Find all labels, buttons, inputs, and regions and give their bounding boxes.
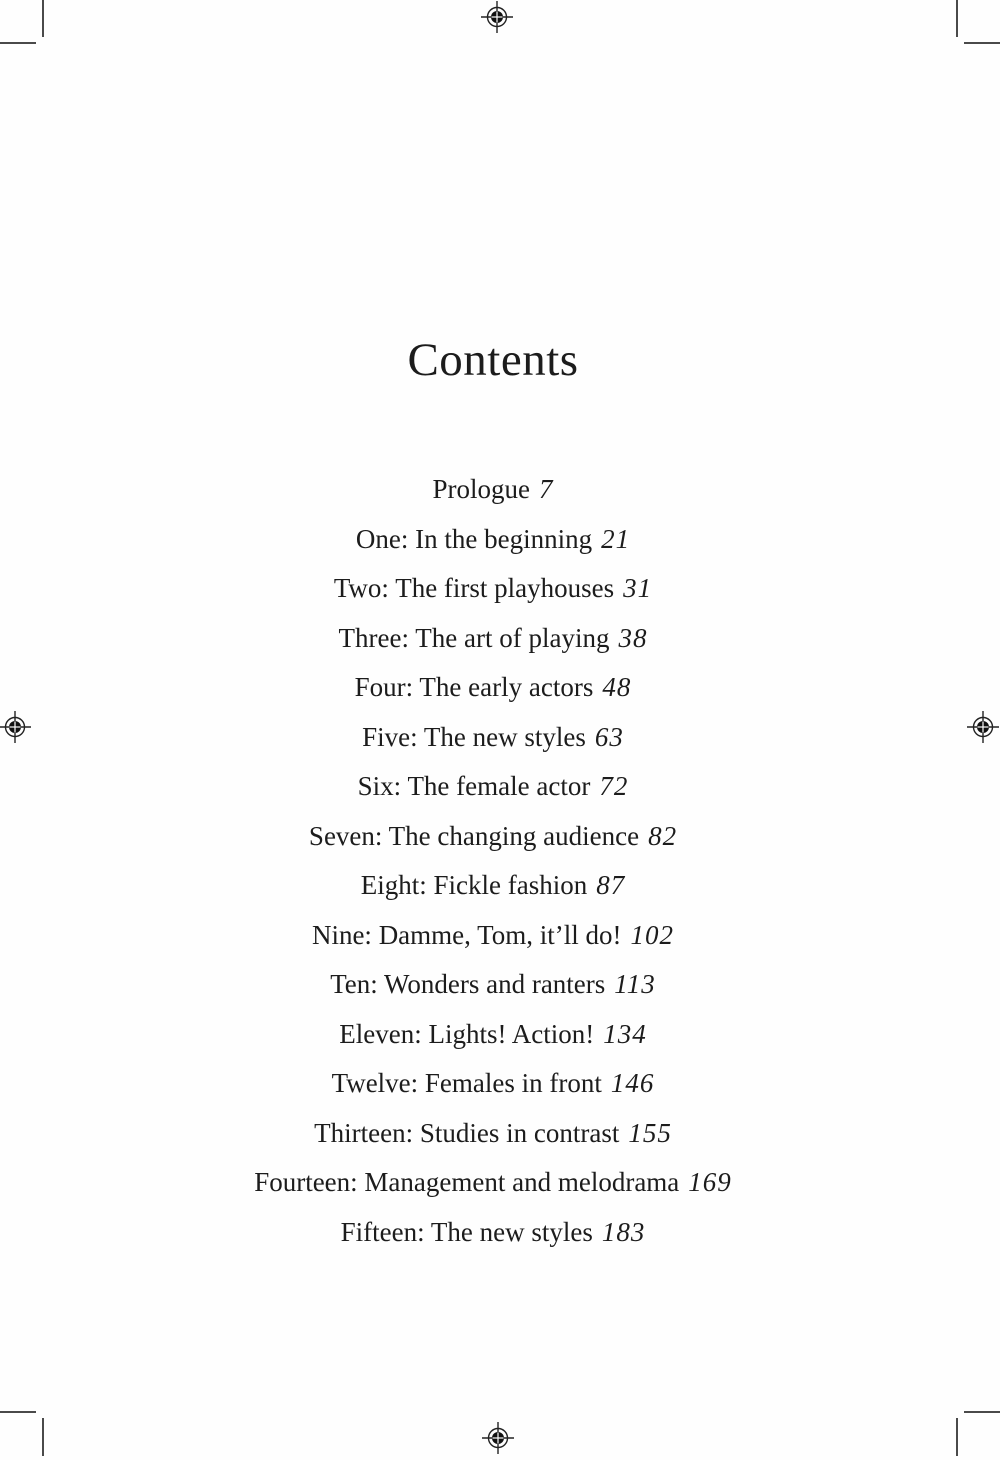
toc-entry-page: 21: [601, 523, 631, 554]
toc-entry-label: Fifteen: The new styles: [340, 1216, 593, 1247]
toc-entry-page: 155: [628, 1117, 672, 1148]
registration-mark-icon: [475, 0, 519, 39]
toc-entry-page: 38: [618, 622, 648, 653]
toc-entry-label: Eleven: Lights! Action!: [339, 1018, 595, 1049]
toc-entry-label: Nine: Damme, Tom, it’ll do!: [311, 919, 622, 950]
crop-mark-icon: [964, 42, 1000, 44]
crop-mark-icon: [956, 1418, 958, 1456]
toc-entry-label: Prologue: [432, 474, 530, 504]
toc-entry: [0, 564, 986, 614]
toc-entry-page: 146: [610, 1068, 655, 1098]
toc-entry: [0, 812, 986, 862]
toc-entry: [0, 1208, 986, 1258]
toc-entry: [0, 1158, 986, 1208]
toc-entry: [0, 762, 986, 812]
registration-mark-icon: [476, 1416, 520, 1460]
toc-entry: [0, 713, 986, 763]
crop-mark-icon: [0, 1411, 36, 1413]
crop-mark-icon: [0, 42, 36, 44]
toc-entry-page: 113: [614, 969, 656, 999]
toc-entry-page: 48: [602, 672, 632, 702]
toc-entry: [0, 515, 986, 565]
toc-entry-label: Thirteen: Studies in contrast: [314, 1117, 620, 1148]
toc-entry: [0, 960, 986, 1010]
toc-entry: [0, 1109, 986, 1159]
toc-entry-label: Seven: The changing audience: [308, 820, 640, 851]
toc-entry-page: 72: [599, 771, 629, 801]
toc-entry-label: Five: The new styles: [362, 721, 586, 752]
toc-entry-page: 82: [648, 820, 678, 851]
toc-entry-label: Six: The female actor: [357, 771, 591, 801]
toc-entry-label: Eight: Fickle fashion: [360, 870, 588, 900]
toc-entry: [0, 1059, 986, 1109]
toc-entry-label: Fourteen: Management and melodrama: [254, 1167, 680, 1197]
crop-mark-icon: [42, 1418, 44, 1456]
toc-entry: [0, 1010, 986, 1060]
toc-entry: [0, 465, 986, 515]
toc-entry-page: 7: [539, 474, 554, 504]
toc-entry-page: 134: [603, 1018, 647, 1049]
crop-mark-icon: [964, 1411, 1000, 1413]
toc-entry-page: 31: [623, 573, 653, 603]
toc-entry-label: Three: The art of playing: [338, 622, 610, 653]
toc-entry-page: 183: [601, 1216, 646, 1247]
toc-entry-page: 102: [630, 919, 675, 950]
table-of-contents: [0, 465, 986, 1257]
toc-entry-page: 169: [688, 1167, 732, 1197]
toc-entry: [0, 663, 986, 713]
toc-entry-label: Ten: Wonders and ranters: [330, 969, 606, 999]
toc-entry: [0, 911, 986, 961]
toc-entry: [0, 861, 986, 911]
crop-mark-icon: [42, 0, 44, 37]
toc-entry-label: Four: The early actors: [354, 672, 594, 702]
toc-entry-label: Twelve: Females in front: [331, 1068, 602, 1098]
toc-entry: [0, 614, 986, 664]
page-title: Contents: [407, 334, 579, 387]
toc-entry-label: One: In the beginning: [355, 523, 593, 554]
crop-mark-icon: [956, 0, 958, 37]
toc-entry-page: 87: [596, 870, 626, 900]
toc-entry-label: Two: The first playhouses: [333, 573, 615, 603]
toc-entry-page: 63: [594, 721, 624, 752]
